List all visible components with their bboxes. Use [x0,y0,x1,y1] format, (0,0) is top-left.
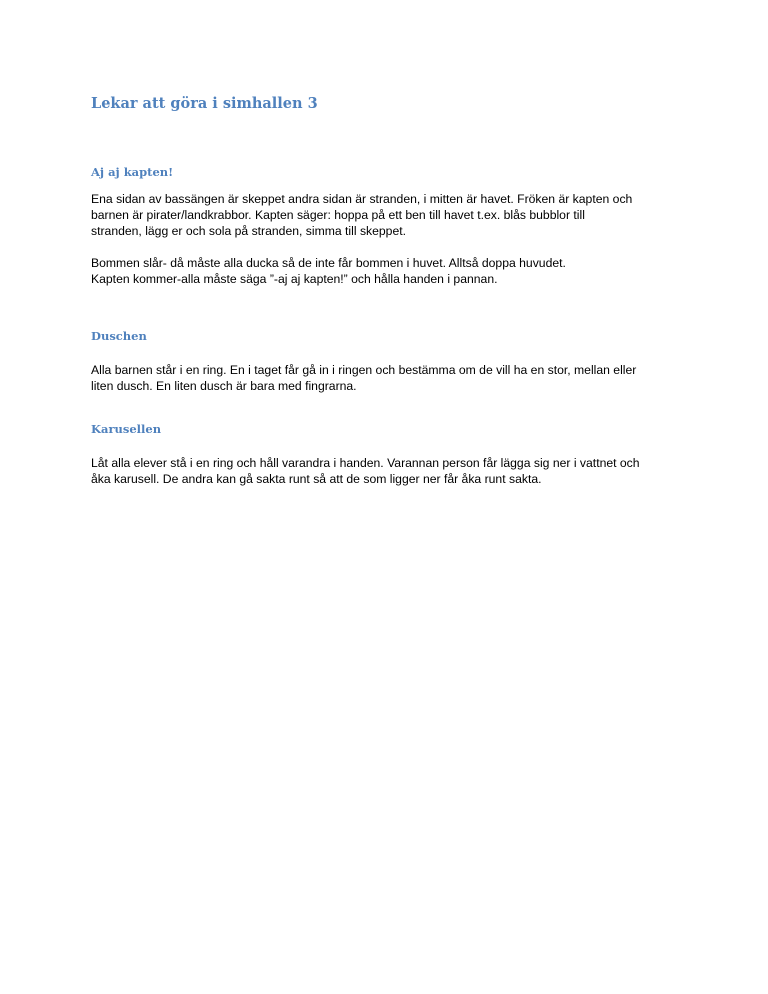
text-line: stranden, lägg er och sola på stranden, simma till skeppet. [91,224,407,238]
text-line: Låt alla elever stå i en ring och håll varandra i handen. Varannan person får lägga sig ner i vattnet och [91,456,640,470]
paragraph-aj-aj-kapten-rules [91,191,691,239]
text-line: Kapten kommer-alla måste säga ”-aj aj kapten!” och hålla handen i pannan. [91,272,498,286]
text-line: liten dusch. En liten dusch är bara med fingrarna. [91,379,357,393]
section-heading-aj-aj-kapten: Aj aj kapten! [91,165,174,179]
document-title: Lekar att göra i simhallen 3 [91,95,318,112]
text-line: Ena sidan av bassängen är skeppet andra sidan är stranden, i mitten är havet. Fröken är kapten och [91,192,633,206]
paragraph-karusellen [91,455,691,487]
text-line: åka karusell. De andra kan gå sakta runt så att de som ligger ner får åka runt sakta. [91,472,542,486]
text-line: Bommen slår- då måste alla ducka så de inte får bommen i huvet. Alltså doppa huvudet. [91,256,566,270]
section-heading-karusellen: Karusellen [91,422,162,436]
paragraph-duschen [91,362,691,394]
text-line: barnen är pirater/landkrabbor. Kapten säger: hoppa på ett ben till havet t.ex. blås bubblor till [91,208,585,222]
text-line: Alla barnen står i en ring. En i taget får gå in i ringen och bestämma om de vill ha en stor, mellan eller [91,363,637,377]
paragraph-aj-aj-kapten-commands [91,255,691,287]
section-heading-duschen: Duschen [91,329,147,343]
